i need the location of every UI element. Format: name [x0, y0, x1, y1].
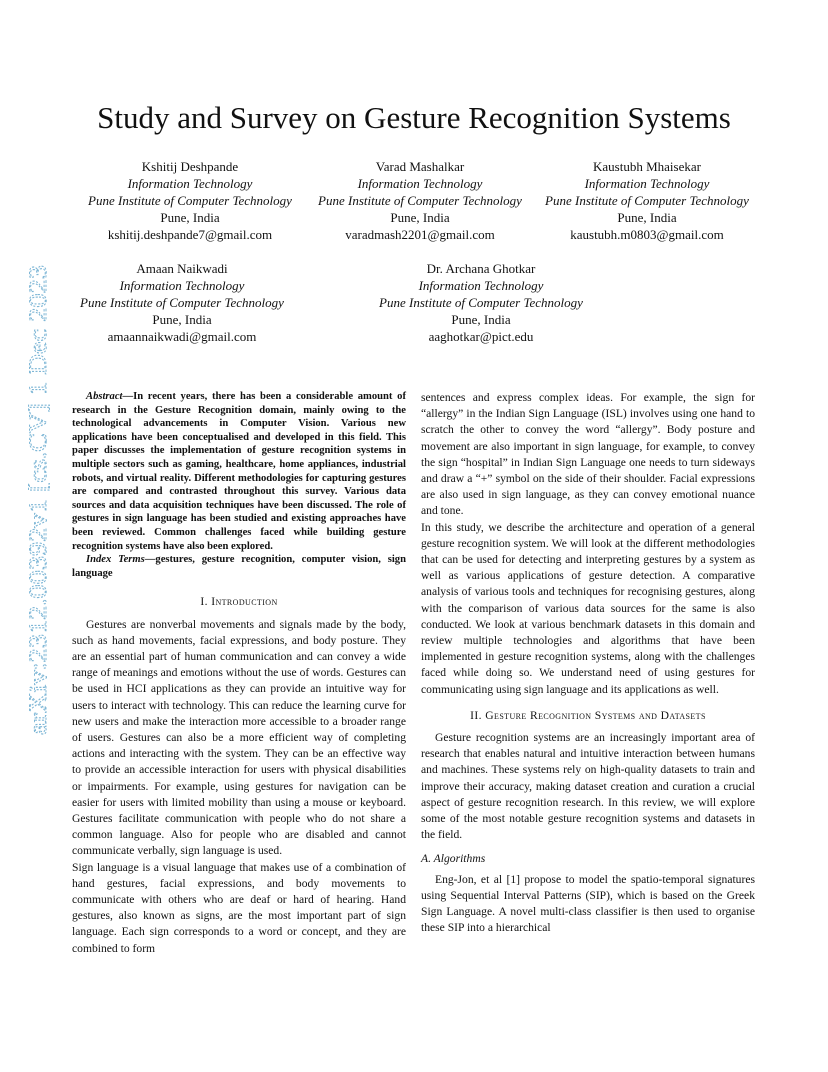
paragraph: Sign language is a visual language that makes use of a combination of hand gestures, facial expressions, and body movements to communicate with others who are deaf or hard of hearing. Hand gestures, also known as signs, are the most important part of sign language. Each sign corresponds to a word or concept, and they are combined to form [72, 860, 406, 955]
author-block [300, 158, 540, 243]
subsection-heading: A. Algorithms [421, 852, 486, 866]
author-name: Amaan Naikwadi [136, 261, 228, 276]
abstract-lead: Abstract [86, 391, 123, 402]
author-block [527, 158, 767, 243]
section-heading: I. Introduction [200, 595, 278, 609]
author-email: kaustubh.m0803@gmail.com [570, 227, 724, 242]
author-institute: Pune Institute of Computer Technology [379, 295, 583, 310]
paragraph: In this study, we describe the architecture and operation of a general gesture recognition system. We will look at the different methodologies that can be used for detecting and interpreting gestures by a system as well as various applications of gesture detection. A comparative analysis of various tools and techniques for recognising gestures, along with the comparison of various data sources for the same is also conducted. We look at various benchmark datasets in this domain and review multiple technologies and algorithms that have been implemented in gesture recognition systems, along with the challenges faced while doing so. We understand need of using gestures for communicating using sign language and its applications as well. [421, 520, 755, 696]
author-name: Varad Mashalkar [375, 159, 465, 174]
index-terms-text: —gestures, gesture recognition, computer vision, sign language [72, 554, 406, 579]
paper-title: Study and Survey on Gesture Recognition Systems [97, 100, 731, 135]
author-email: kshitij.deshpande7@gmail.com [107, 227, 273, 242]
index-terms [72, 553, 406, 580]
author-block [62, 260, 302, 345]
abstract [72, 390, 406, 553]
author-block [70, 158, 310, 243]
author-affiliation: Information Technology [584, 176, 710, 191]
right-column [421, 390, 755, 937]
paragraph: Gesture recognition systems are an increasingly important area of research that enables natural and intuitive interaction between humans and machines. These systems rely on high-quality datasets to train and improve their accuracy, making dataset creation and curation a crucial aspect of gesture recognition research. In this review, we will explore some of the most notable gesture recognition systems and datasets in the field. [421, 731, 755, 842]
arxiv-stamp [14, 260, 54, 740]
author-affiliation: Information Technology [127, 176, 253, 191]
left-column [72, 390, 406, 957]
author-name: Kaustubh Mhaisekar [593, 159, 701, 174]
author-email: amaannaikwadi@gmail.com [107, 329, 257, 344]
author-name: Dr. Archana Ghotkar [426, 261, 536, 276]
arxiv-stamp-text: arXiv:2312.00392v1 [cs.CV] 1 Dec 2023 [25, 321, 52, 735]
paragraph: sentences and express complex ideas. For example, the sign for “allergy” in the Indian Sign Language (ISL) involves using one hand to scratch the other to convey the word “allergy”. Body posture and movement are also important in sign language, for example, to convey the sign “hospital” in Indian Sign Language one needs to turn sideways and draw a “+” symbol on the side of their shoulder. Facial expressions are also used in sign language, as they can convey emotional nuance and tone. [421, 391, 755, 518]
author-city: Pune, India [160, 210, 220, 225]
author-institute: Pune Institute of Computer Technology [545, 193, 749, 208]
index-terms-lead: Index Terms [86, 554, 145, 566]
author-institute: Pune Institute of Computer Technology [88, 193, 292, 208]
author-city: Pune, India [390, 210, 450, 225]
author-affiliation: Information Technology [119, 278, 245, 293]
section-heading: II. Gesture Recognition Systems and Datasets [470, 708, 706, 722]
paragraph: Eng-Jon, et al [1] propose to model the spatio-temporal signatures using Sequential Interval Patterns (SIP), which is based on the Greek Sign Language. A novel multi-class classifier is then used to organise these SIP into a hierarchical [421, 872, 755, 935]
author-email: varadmash2201@gmail.com [345, 227, 495, 242]
author-block [361, 260, 601, 345]
author-institute: Pune Institute of Computer Technology [80, 295, 284, 310]
author-city: Pune, India [451, 312, 511, 327]
author-name: Kshitij Deshpande [141, 159, 239, 174]
author-email: aaghotkar@pict.edu [428, 329, 534, 344]
author-affiliation: Information Technology [418, 278, 544, 293]
author-city: Pune, India [617, 210, 677, 225]
paragraph: Gestures are nonverbal movements and signals made by the body, such as hand movements, facial expressions, and body posture. They are an essential part of human communication and can convey a wide range of meanings and emotions without the use of words. Gestures can be used in HCI applications as they can provide an intuitive way for users to interact with technology. This can reduce the learning curve for new users and make the interaction more accessible to a broader range of users. Gestures can also be a more efficient way of completing actions and interacting with the system. They can be an effective way to provide an accessible interaction for users with physical disabilities or impairments. For example, using gestures for navigation can be easier for users with limited mobility than using a mouse or keyboard. Gestures facilitate communication with people who do not share a common language. Also for people who are disabled and cannot communicate verbally, sign language is used. [72, 617, 406, 858]
author-institute: Pune Institute of Computer Technology [318, 193, 522, 208]
author-affiliation: Information Technology [357, 176, 483, 191]
author-city: Pune, India [152, 312, 212, 327]
abstract-text: —In recent years, there has been a considerable amount of research in the Gesture Recognition domain, mainly owing to the technological advancements in Computer Vision. Various new applications have been conceptualised and developed in this field. This paper discusses the implementation of gesture recognition systems in multiple sectors such as gaming, healthcare, home appliances, industrial robots, and virtual reality. Different methodologies for capturing gestures are compared and contrasted throughout this survey. Various data sources and data acquisition techniques have been discussed. The role of gestures in sign language has been studied and existing approaches have been reviewed. Common challenges faced while building gesture recognition systems have also been explored. [72, 391, 406, 552]
